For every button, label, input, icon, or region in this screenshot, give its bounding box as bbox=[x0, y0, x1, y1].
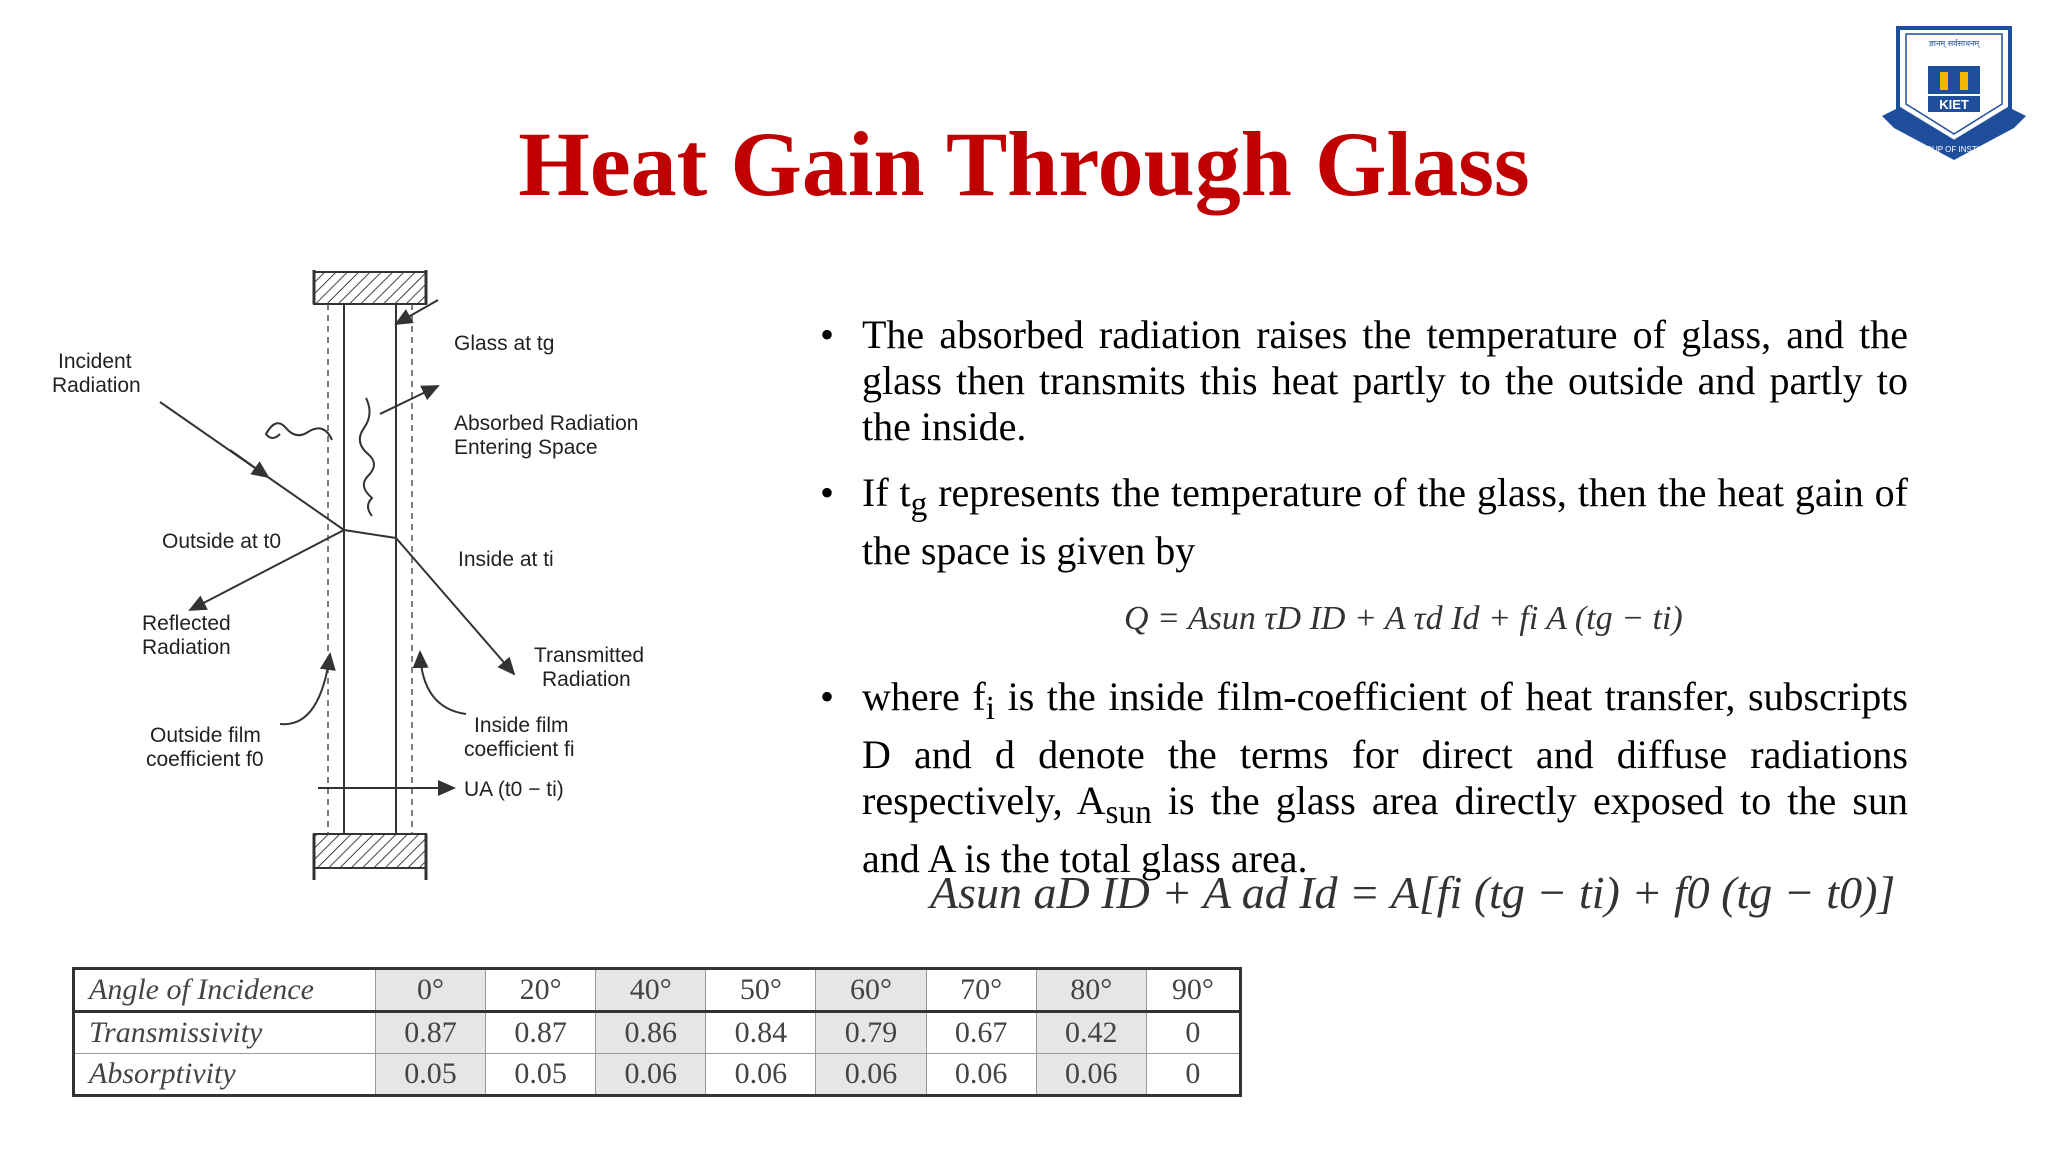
label-absorbed-2: Entering Space bbox=[454, 436, 598, 459]
kiet-logo bbox=[1878, 24, 2030, 164]
table-cell: 0.06 bbox=[1036, 1054, 1146, 1096]
label-outside: Outside at t0 bbox=[162, 530, 282, 553]
table-row-label: Absorptivity bbox=[74, 1054, 376, 1096]
frame-top bbox=[314, 272, 426, 304]
logo-name: KIET bbox=[1939, 97, 1969, 112]
table-cell: 0.84 bbox=[706, 1012, 816, 1054]
absorbed-wave bbox=[266, 398, 374, 516]
table-cell: 0 bbox=[1146, 1054, 1240, 1096]
heat-gain-diagram bbox=[40, 262, 680, 892]
bullet-3: • where $f_i$ is the inside film-coefficient of heat transfer, subscripts D and d denote the terms for direct and diffuse radiations respectively, $A_{sun}$ is the glass area directly exposed to the sun and A is the total glass area. bbox=[820, 674, 1908, 882]
table-cell: 0.06 bbox=[706, 1054, 816, 1096]
table-row-transmissivity bbox=[74, 1012, 1241, 1054]
label-glass: Glass at tg bbox=[454, 332, 555, 355]
equation-heat-gain: Q = Asun τD ID + A τd Id + fi A (tg − ti) bbox=[1124, 600, 1683, 637]
table-cell: 90° bbox=[1146, 969, 1240, 1012]
label-absorbed-1: Absorbed Radiation bbox=[454, 412, 639, 435]
table-cell: 0.42 bbox=[1036, 1012, 1146, 1054]
logo-arc-text: KIET GROUP OF INSTITUTIONS bbox=[1893, 145, 2015, 154]
table-row-label: Transmissivity bbox=[74, 1012, 376, 1054]
table-cell: 0.79 bbox=[816, 1012, 926, 1054]
label-incident-1: Incident bbox=[58, 350, 132, 373]
table-cell: 40° bbox=[596, 969, 706, 1012]
label-ua: UA (t0 − ti) bbox=[464, 778, 564, 801]
label-inside-film-1: Inside film bbox=[474, 714, 569, 737]
table-cell: 0.06 bbox=[926, 1054, 1036, 1096]
table-cell: 0 bbox=[1146, 1012, 1240, 1054]
bullet-2: • If $t_g$ represents the temperature of the glass, then the heat gain of the space is given by bbox=[820, 470, 1908, 574]
label-incident-2: Radiation bbox=[52, 374, 141, 397]
table-cell: 0.67 bbox=[926, 1012, 1036, 1054]
table-cell: 0.87 bbox=[376, 1012, 486, 1054]
slide-title: Heat Gain Through Glass bbox=[518, 113, 1530, 215]
glass-properties-table bbox=[72, 967, 1242, 1097]
table-cell: 0.06 bbox=[816, 1054, 926, 1096]
logo-top-text: ज्ञानम् सर्वसाधनम् bbox=[1928, 39, 1980, 48]
label-transmitted-1: Transmitted bbox=[534, 644, 645, 667]
table-cell: 80° bbox=[1036, 969, 1146, 1012]
label-outside-film-1: Outside film bbox=[150, 724, 261, 747]
table-cell: 0.06 bbox=[596, 1054, 706, 1096]
label-inside: Inside at ti bbox=[458, 548, 554, 571]
label-reflected-1: Reflected bbox=[142, 612, 231, 635]
table-header-label: Angle of Incidence bbox=[74, 969, 376, 1012]
table-cell: 0° bbox=[376, 969, 486, 1012]
table-cell: 0.86 bbox=[596, 1012, 706, 1054]
table-cell: 50° bbox=[706, 969, 816, 1012]
frame-bottom bbox=[314, 834, 426, 868]
table-row-angles bbox=[74, 969, 1241, 1012]
table-cell: 0.87 bbox=[486, 1012, 596, 1054]
table-cell: 60° bbox=[816, 969, 926, 1012]
table-cell: 70° bbox=[926, 969, 1036, 1012]
label-inside-film-2: coefficient fi bbox=[464, 738, 575, 761]
equation-heat-balance: Asun aD ID + A ad Id = A[fi (tg − ti) + f0 (tg − t0)] bbox=[930, 867, 1896, 918]
table-row-absorptivity bbox=[74, 1054, 1241, 1096]
table-cell: 0.05 bbox=[486, 1054, 596, 1096]
label-reflected-2: Radiation bbox=[142, 636, 231, 659]
table-cell: 0.05 bbox=[376, 1054, 486, 1096]
table-cell: 20° bbox=[486, 969, 596, 1012]
label-transmitted-2: Radiation bbox=[542, 668, 631, 691]
label-outside-film-2: coefficient f0 bbox=[146, 748, 264, 771]
bullet-1: • The absorbed radiation raises the temperature of glass, and the glass then transmits this heat partly to the outside and partly to the inside. bbox=[820, 312, 1908, 450]
